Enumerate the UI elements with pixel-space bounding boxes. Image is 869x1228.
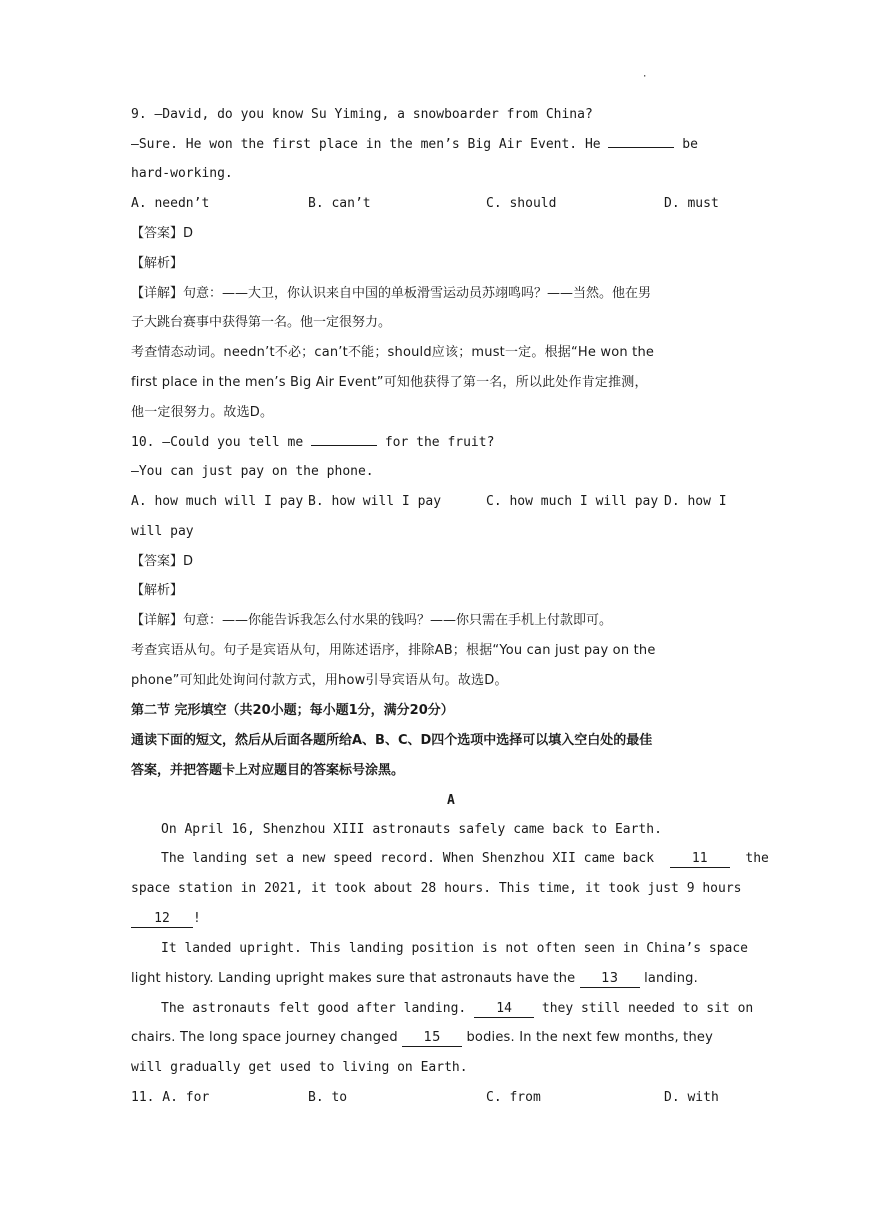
q9-option-b: B. can’t <box>308 196 371 211</box>
q10-blank <box>311 433 377 446</box>
passage-p4-line1 <box>161 999 753 1019</box>
q9-option-d: D. must <box>664 196 719 211</box>
q9-answer: 【答案】D <box>131 226 194 241</box>
q10-line1 <box>131 433 494 453</box>
passage-p2-end: the <box>745 851 769 866</box>
passage-p3-start: light history. Landing upright makes sure that astronauts have the <box>131 971 576 986</box>
q11-option-c: C. from <box>486 1090 541 1105</box>
passage-p4-end-2: bodies. In the next few months, they <box>466 1030 713 1045</box>
q10-option-d: D. how I <box>664 494 727 509</box>
blank-12: 12 <box>131 911 193 928</box>
q10-option-d-cont: will pay <box>131 524 194 539</box>
q9-analysis-label: 【解析】 <box>131 256 184 271</box>
passage-p4-start: The astronauts felt good after landing. <box>161 1001 467 1016</box>
q9-option-a: A. needn’t <box>131 196 210 211</box>
corner-mark: · <box>642 72 648 82</box>
q9-detail-2: 子大跳台赛事中获得第一名。他一定很努力。 <box>131 315 392 330</box>
q9-line1: 9. —David, do you know Su Yiming, a snowboarder from China? <box>131 107 593 122</box>
passage-p3-line1: It landed upright. This landing position is not often seen in China’s space <box>161 941 748 956</box>
passage-p4-start-2: chairs. The long space journey changed <box>131 1030 398 1045</box>
passage-p1: On April 16, Shenzhou XIII astronauts safely came back to Earth. <box>161 822 662 837</box>
passage-p2-exclaim: ! <box>193 911 201 926</box>
q10-analysis-label: 【解析】 <box>131 583 184 598</box>
q11-option-a: 11. A. for <box>131 1090 210 1105</box>
section-instruction-2: 答案，并把答题卡上对应题目的答案标号涂黑。 <box>131 763 405 778</box>
q11-option-b: B. to <box>308 1090 348 1105</box>
q10-option-a: A. how much will I pay <box>131 494 304 509</box>
q10-line1-start: 10. —Could you tell me <box>131 435 304 450</box>
passage-p4-line2 <box>131 1028 713 1048</box>
q10-option-c: C. how much I will pay <box>486 494 659 509</box>
passage-p3-end: landing. <box>644 971 698 986</box>
q10-line2: —You can just pay on the phone. <box>131 464 374 479</box>
q10-detail: 【详解】句意：——你能告诉我怎么付水果的钱吗？——你只需在手机上付款即可。 <box>131 613 613 628</box>
q9-explanation-3: 他一定很努力。故选D。 <box>131 405 274 420</box>
q9-option-c: C. should <box>486 196 557 211</box>
q10-line1-end: for the fruit? <box>384 435 495 450</box>
blank-14: 14 <box>474 1001 534 1018</box>
section-title: 第二节 完形填空（共20小题；每小题1分，满分20分） <box>131 703 454 718</box>
passage-p4-line3: will gradually get used to living on Earth. <box>131 1060 468 1075</box>
blank-15: 15 <box>402 1030 462 1047</box>
q9-explanation-2: first place in the men’s Big Air Event”可知他获得了第一名，所以此处作肯定推测， <box>131 375 648 390</box>
q10-answer: 【答案】D <box>131 554 194 569</box>
q9-line3: hard-working. <box>131 166 233 181</box>
section-instruction-1: 通读下面的短文，然后从后面各题所给A、B、C、D四个选项中选择可以填入空白处的最佳 <box>131 733 653 748</box>
q10-explanation-1: 考查宾语从句。句子是宾语从句，用陈述语序，排除AB；根据“You can just pay on the <box>131 643 656 658</box>
passage-heading: A <box>447 793 455 808</box>
passage-p3-line2 <box>131 969 698 989</box>
passage-p4-mid: they still needed to sit on <box>541 1001 754 1016</box>
q9-blank <box>608 135 674 148</box>
passage-p2-line3 <box>131 909 201 929</box>
passage-p2-line1 <box>161 849 769 869</box>
blank-13: 13 <box>580 971 640 988</box>
q9-detail-1: 【详解】句意：——大卫，你认识来自中国的单板滑雪运动员苏翊鸣吗？——当然。他在男 <box>131 286 652 301</box>
q9-line2-start: —Sure. He won the first place in the men’s Big Air Event. He <box>131 137 601 152</box>
q10-option-b: B. how will I pay <box>308 494 442 509</box>
blank-11: 11 <box>670 851 730 868</box>
q9-line2 <box>131 135 698 155</box>
q9-line2-end: be <box>682 137 698 152</box>
q11-option-d: D. with <box>664 1090 719 1105</box>
passage-p2-line2: space station in 2021, it took about 28 hours. This time, it took just 9 hours <box>131 881 742 896</box>
q10-explanation-2: phone”可知此处询问付款方式，用how引导宾语从句。故选D。 <box>131 673 508 688</box>
passage-p2-start: The landing set a new speed record. When Shenzhou XII came back <box>161 851 655 866</box>
q9-explanation-1: 考查情态动词。needn’t不必；can’t不能；should应该；must一定。根据“He won the <box>131 345 655 360</box>
